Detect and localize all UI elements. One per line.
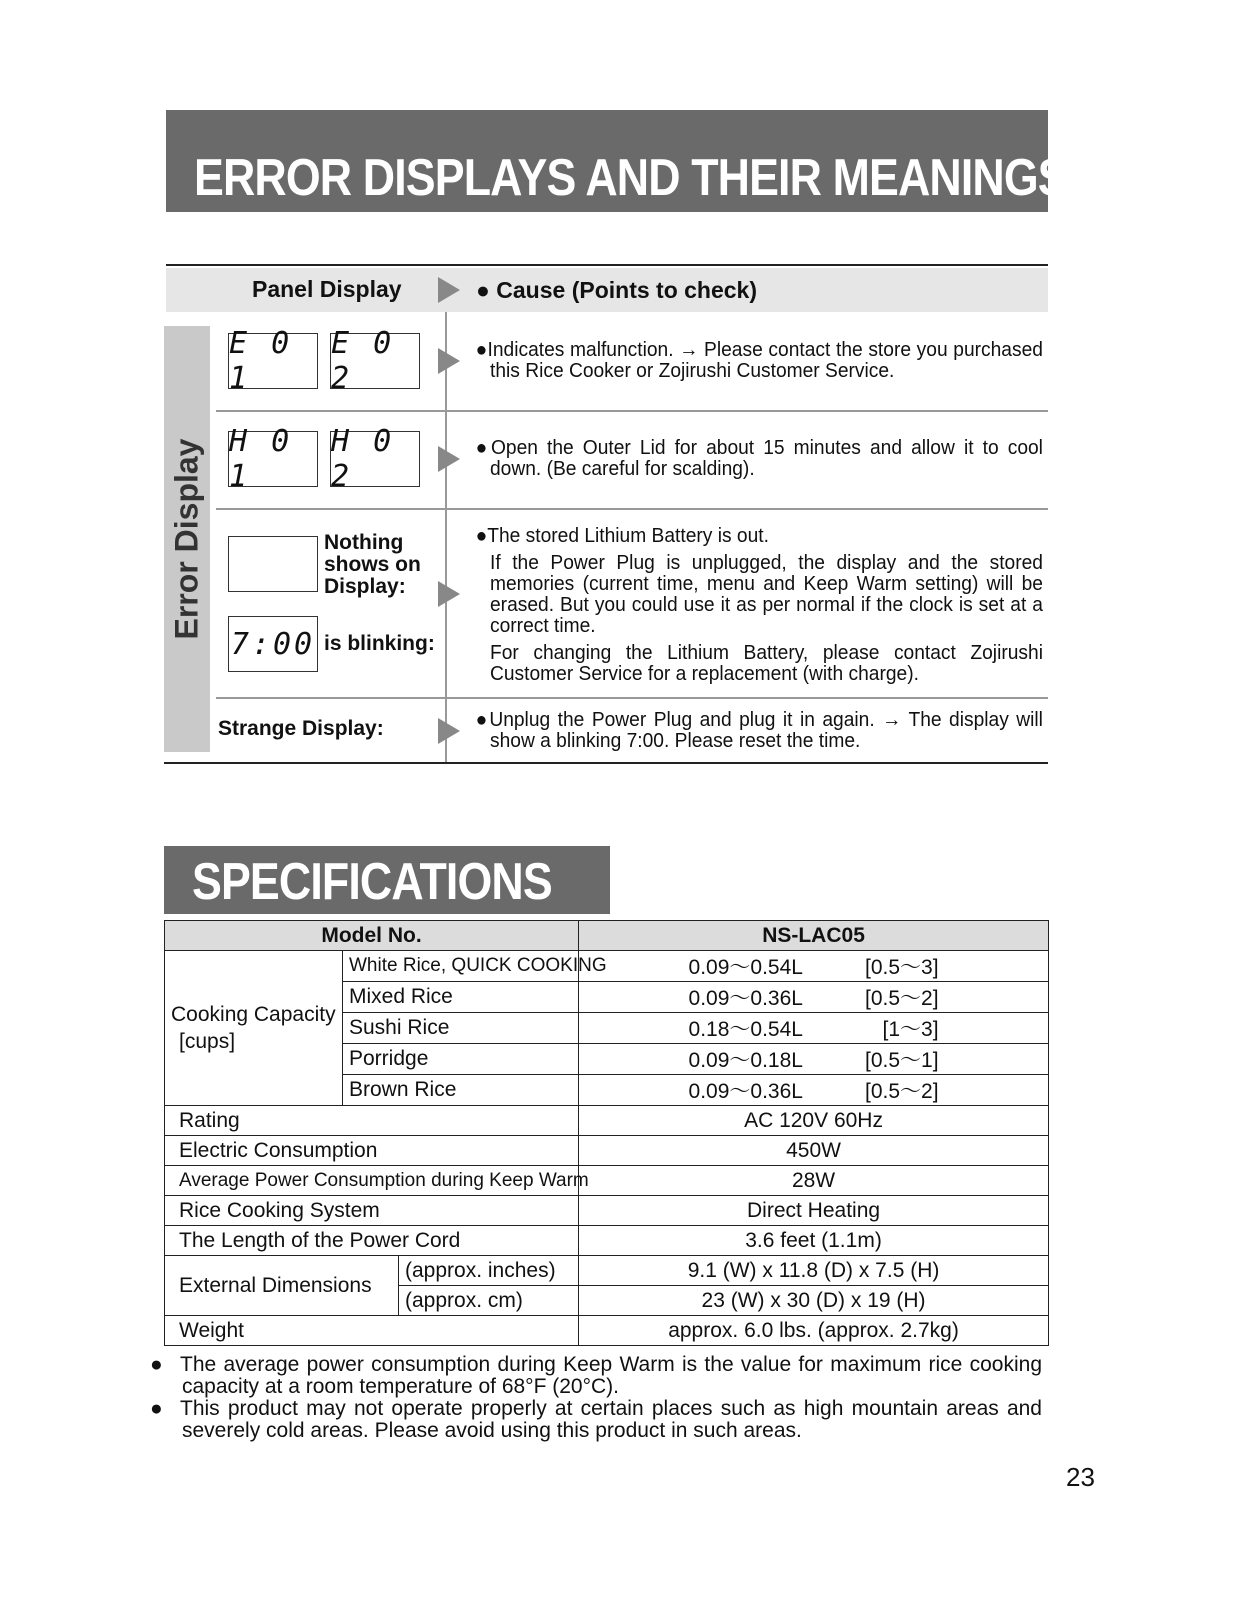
row4-cause <box>475 709 1043 752</box>
label-nothing-shows: Nothing shows on Display: <box>324 531 421 598</box>
capacity-liters: 0.09～0.36L <box>688 987 803 1010</box>
row1-cause-text: Indicates malfunction. → Please contact the store you purchased this Rice Cooker or Zojirushi Customer Service. <box>487 339 1043 382</box>
lcd-display-blank <box>228 536 318 592</box>
cord-label: The Length of the Power Cord <box>165 1226 579 1256</box>
consumption-label: Electric Consumption <box>165 1136 579 1166</box>
note-item <box>150 1397 1042 1442</box>
row3-cause <box>475 525 1043 685</box>
row3-cause-text-3: For changing the Lithium Battery, please contact Zojirushi Customer Service for a replacement (with charge). <box>490 642 1043 685</box>
row-divider <box>216 697 1048 699</box>
lcd-display-h01: H 0 1 <box>228 431 318 487</box>
dims-label: External Dimensions <box>165 1256 399 1316</box>
row4-bullet-icon: ● <box>475 709 490 731</box>
table-row <box>165 1166 1049 1196</box>
spec-header-model: Model No. <box>165 921 579 951</box>
lcd-display-blinking: 7:00 <box>228 616 318 672</box>
error-display-sidebar <box>164 326 210 752</box>
capacity-liters: 0.09～0.54L <box>688 956 803 979</box>
capacity-liters: 0.18～0.54L <box>688 1018 803 1041</box>
capacity-value <box>579 951 1049 982</box>
table-row <box>165 1316 1049 1346</box>
capacity-label: Cooking Capacity <box>171 1003 336 1026</box>
row-divider <box>216 410 1048 412</box>
sidebar-label: Error Display <box>168 438 205 640</box>
lcd-display-e01: E 0 1 <box>228 333 318 389</box>
system-value: Direct Heating <box>579 1196 1049 1226</box>
weight-value: approx. 6.0 lbs. (approx. 2.7kg) <box>579 1316 1049 1346</box>
note-text: The average power consumption during Keep Warm is the value for maximum rice cooking capacity at a room temperature of 68°F (20°C). <box>180 1353 1042 1398</box>
rating-label: Rating <box>165 1106 579 1136</box>
row2-bullet-icon: ● <box>475 437 491 459</box>
row1-bullet-icon: ● <box>475 339 488 361</box>
row3-cause-text-2: If the Power Plug is unplugged, the display and the stored memories (current time, menu and Keep Warm setting) will be erased. But you could use it as per normal if the clock is set at a correct time. <box>490 552 1043 637</box>
page-number: 23 <box>1066 1462 1095 1492</box>
keepwarm-label: Average Power Consumption during Keep Warm <box>165 1166 579 1196</box>
table-row <box>165 1196 1049 1226</box>
spec-header-row <box>165 921 1049 951</box>
table-row <box>165 1106 1049 1136</box>
row4-cause-text: Unplug the Power Plug and plug it in again. → The display will show a blinking 7:00. Please reset the time. <box>489 709 1043 752</box>
capacity-unit: [cups] <box>179 1030 236 1053</box>
capacity-value <box>579 1044 1049 1075</box>
spec-header-value: NS-LAC05 <box>579 921 1049 951</box>
system-label: Rice Cooking System <box>165 1196 579 1226</box>
row1-arrow-icon <box>438 348 460 374</box>
spec-notes <box>150 1353 1042 1442</box>
table-row <box>165 951 1049 982</box>
note-text: This product may not operate properly at certain places such as high mountain areas and severely cold areas. Please avoid using this product in such areas. <box>180 1397 1042 1442</box>
note-item <box>150 1353 1042 1398</box>
capacity-value <box>579 1075 1049 1106</box>
cord-value: 3.6 feet (1.1m) <box>579 1226 1049 1256</box>
dims-inches-value: 9.1 (W) x 11.8 (D) x 7.5 (H) <box>579 1256 1049 1286</box>
table-row <box>165 1226 1049 1256</box>
row2-cause <box>475 437 1043 480</box>
label-strange-display: Strange Display: <box>218 717 384 740</box>
keepwarm-value: 28W <box>579 1166 1049 1196</box>
capacity-label-cell <box>165 951 343 1106</box>
header-cause: ● Cause (Points to check) <box>476 277 758 303</box>
spec-table <box>164 920 1049 1346</box>
capacity-value <box>579 982 1049 1013</box>
table-row <box>165 1256 1049 1286</box>
error-table-bottom-rule <box>164 762 1048 764</box>
capacity-value <box>579 1013 1049 1044</box>
error-table-top-rule <box>166 264 1048 266</box>
error-section-title-text: ERROR DISPLAYS AND THEIR MEANINGS <box>194 149 1067 207</box>
row1-cause <box>475 339 1043 382</box>
capacity-type: Sushi Rice <box>343 1013 579 1044</box>
label-is-blinking: is blinking: <box>324 632 435 655</box>
lcd-display-e02: E 0 2 <box>330 333 420 389</box>
row2-arrow-icon <box>438 446 460 472</box>
capacity-type: Mixed Rice <box>343 982 579 1013</box>
capacity-type: White Rice, QUICK COOKING <box>343 951 579 982</box>
note-bullet-icon: ● <box>150 1353 163 1376</box>
capacity-type: Brown Rice <box>343 1075 579 1106</box>
capacity-liters: 0.09～0.36L <box>688 1080 803 1103</box>
spec-section-title-text: SPECIFICATIONS <box>192 853 552 911</box>
capacity-cups: [0.5～3] <box>864 956 939 979</box>
row3-arrow-icon <box>438 581 460 607</box>
capacity-type: Porridge <box>343 1044 579 1075</box>
capacity-cups: [1～3] <box>882 1018 939 1041</box>
weight-label: Weight <box>165 1316 579 1346</box>
row4-arrow-icon <box>438 718 460 744</box>
capacity-cups: [0.5～1] <box>864 1049 939 1072</box>
header-arrow-icon <box>438 277 460 303</box>
row2-cause-text: Open the Outer Lid for about 15 minutes and allow it to cool down. (Be careful for scalding). <box>490 437 1043 480</box>
note-bullet-icon: ● <box>150 1397 163 1420</box>
capacity-cups: [0.5～2] <box>864 987 939 1010</box>
row-divider <box>216 508 1048 510</box>
dims-cm-label: (approx. cm) <box>399 1286 579 1316</box>
spec-section-title <box>164 846 610 914</box>
consumption-value: 450W <box>579 1136 1049 1166</box>
header-panel-display: Panel Display <box>252 276 402 302</box>
row3-cause-text-1: The stored Lithium Battery is out. <box>487 525 769 547</box>
capacity-cups: [0.5～2] <box>864 1080 939 1103</box>
error-section-title <box>166 110 1067 212</box>
row3-bullet-icon: ● <box>475 525 488 547</box>
dims-inches-label: (approx. inches) <box>399 1256 579 1286</box>
table-row <box>165 1136 1049 1166</box>
lcd-display-h02: H 0 2 <box>330 431 420 487</box>
rating-value: AC 120V 60Hz <box>579 1106 1049 1136</box>
capacity-liters: 0.09～0.18L <box>688 1049 803 1072</box>
dims-cm-value: 23 (W) x 30 (D) x 19 (H) <box>579 1286 1049 1316</box>
